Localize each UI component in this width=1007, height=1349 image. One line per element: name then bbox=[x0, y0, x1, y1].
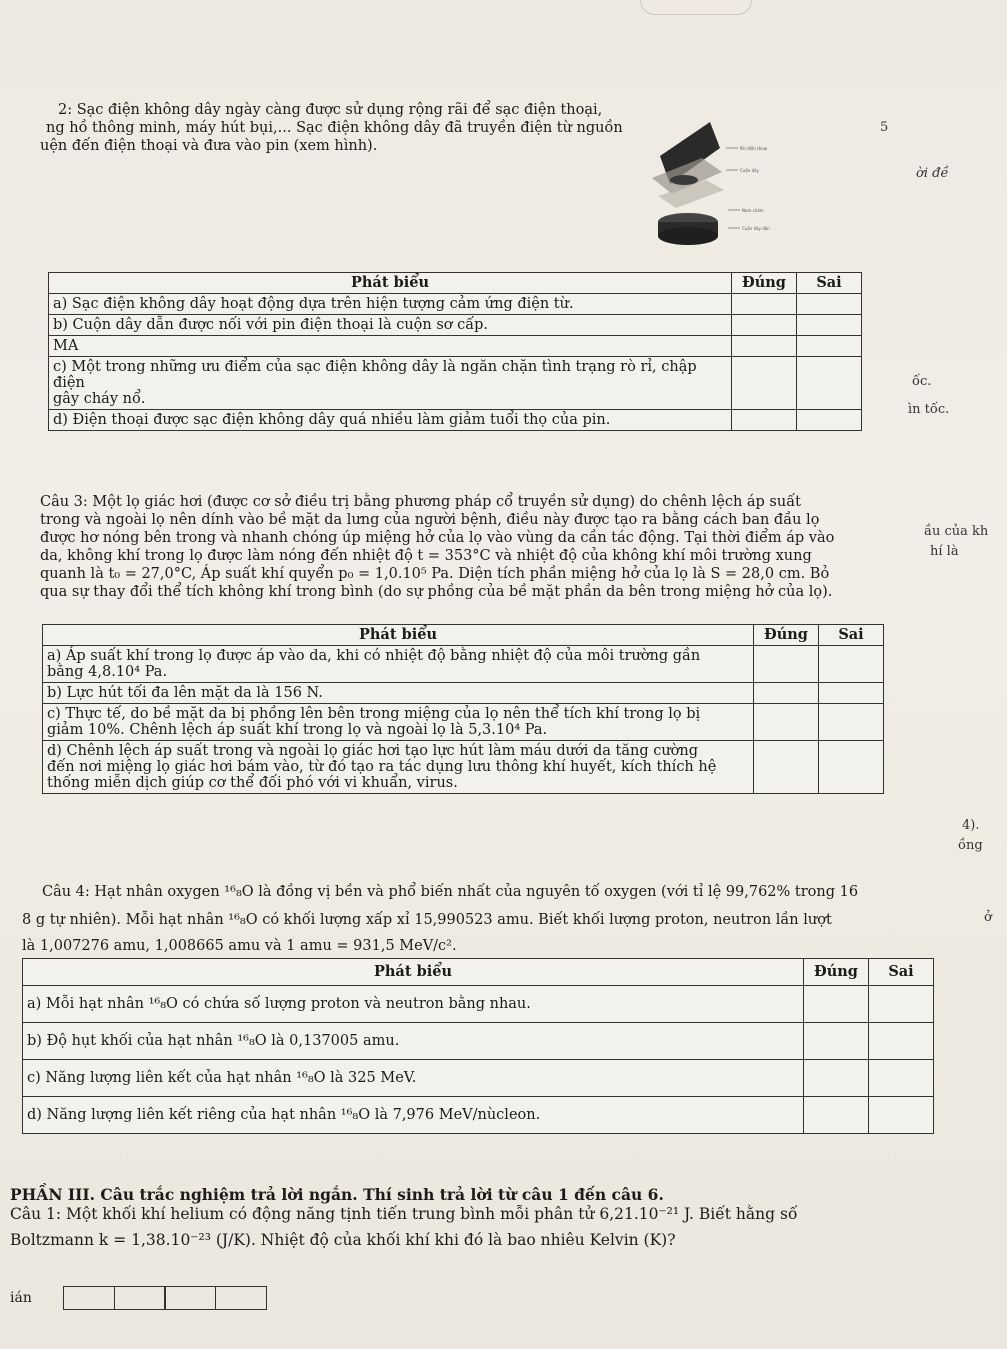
answer-true-cell[interactable] bbox=[754, 646, 819, 683]
q3-intro-line-4: da, không khí trong lọ được làm nóng đến nhiệt độ t = 353°C và nhiệt độ của không khí môi trường xung bbox=[40, 548, 812, 564]
answer-false-cell[interactable] bbox=[869, 1023, 934, 1060]
answer-false-cell[interactable] bbox=[869, 1060, 934, 1097]
q3-table bbox=[42, 624, 884, 794]
margin-fragment: 4). bbox=[962, 818, 980, 833]
q3-statement-c: c) Thực tế, do bề mặt da bị phồng lên bên trong miệng của lọ nên thể tích khí trong lọ bị giảm 10%. Chênh lệch áp suất khí trong lọ và ngoài lọ là 5,3.10⁴ Pa. bbox=[43, 704, 754, 741]
answer-false-cell[interactable] bbox=[819, 741, 884, 794]
q4-statement-d: d) Năng lượng liên kết riêng của hạt nhân ¹⁶₈O là 7,976 MeV/nùcleon. bbox=[23, 1097, 804, 1134]
q4-intro-line-1: Câu 4: Hạt nhân oxygen ¹⁶₈O là đồng vị bền và phổ biến nhất của nguyên tố oxygen (với tỉ lệ 99,762% trong 16 bbox=[42, 884, 859, 900]
answer-false-cell[interactable] bbox=[797, 294, 862, 315]
q2-header-true: Đúng bbox=[732, 273, 797, 294]
answer-box[interactable] bbox=[114, 1286, 166, 1310]
answer-false-cell[interactable] bbox=[797, 410, 862, 431]
q2-statement-a: a) Sạc điện không dây hoạt động dựa trên hiện tượng cảm ứng điện từ. bbox=[49, 294, 732, 315]
table-row bbox=[43, 704, 884, 741]
margin-fragment: ở bbox=[984, 910, 992, 925]
answer-box[interactable] bbox=[164, 1286, 216, 1310]
part3-q1-line-1: Câu 1: Một khối khí helium có động năng tịnh tiến trung bình mỗi phân tử 6,21.10⁻²¹ J. Biết hằng số bbox=[10, 1205, 798, 1223]
table-row bbox=[23, 1097, 934, 1134]
q4-header-true: Đúng bbox=[804, 959, 869, 986]
answer-false-cell[interactable] bbox=[797, 336, 862, 357]
table-row bbox=[49, 315, 862, 336]
table-row bbox=[23, 1060, 934, 1097]
margin-fragment: hí là bbox=[930, 544, 959, 559]
table-row bbox=[43, 741, 884, 794]
answer-false-cell[interactable] bbox=[819, 683, 884, 704]
margin-fragment: ồng bbox=[958, 838, 983, 853]
answer-false-cell[interactable] bbox=[819, 704, 884, 741]
answer-true-cell[interactable] bbox=[732, 315, 797, 336]
figure-label-3: Nam châm bbox=[742, 208, 764, 213]
answer-true-cell[interactable] bbox=[754, 683, 819, 704]
receiver-coil bbox=[670, 175, 698, 185]
q2-intro-line-3: uện đến điện thoại và đưa vào pin (xem hình). bbox=[40, 138, 378, 154]
answer-true-cell[interactable] bbox=[754, 704, 819, 741]
q2-statement-extra: MA bbox=[49, 336, 732, 357]
answer-false-cell[interactable] bbox=[819, 646, 884, 683]
figure-label-1: Pin điện thoại bbox=[740, 146, 768, 151]
q3-intro-line-3: được hơ nóng bên trong và nhanh chóng úp miệng hở của lọ vào vùng da cần tác động. Tại thời điểm áp vào bbox=[40, 530, 835, 546]
answer-true-cell[interactable] bbox=[804, 1060, 869, 1097]
q4-header-statement: Phát biểu bbox=[23, 959, 804, 986]
margin-fragment: ầu của kh bbox=[924, 524, 989, 539]
q4-statement-a: a) Mỗi hạt nhân ¹⁶₈O có chứa số lượng proton và neutron bằng nhau. bbox=[23, 986, 804, 1023]
figure-label-4: Cuộn dây dẫn bbox=[742, 226, 770, 231]
table-row bbox=[49, 294, 862, 315]
answer-false-cell[interactable] bbox=[869, 1097, 934, 1134]
q3-header-true: Đúng bbox=[754, 625, 819, 646]
q4-intro-line-2: 8 g tự nhiên). Mỗi hạt nhân ¹⁶₈O có khối lượng xấp xỉ 15,990523 amu. Biết khối lượng proton, neutron lần lượt bbox=[22, 912, 832, 928]
answer-false-cell[interactable] bbox=[797, 315, 862, 336]
answer-label: ián bbox=[10, 1289, 32, 1306]
smudge-mark bbox=[640, 0, 752, 15]
margin-fragment: 5 bbox=[880, 120, 889, 135]
margin-fragment: ìn tốc. bbox=[908, 402, 950, 417]
q4-intro-line-3: là 1,007276 amu, 1,008665 amu và 1 amu = 931,5 MeV/c². bbox=[22, 938, 457, 954]
q3-intro-line-1: Câu 3: Một lọ giác hơi (được cơ sở điều trị bằng phương pháp cổ truyền sử dụng) do chênh lệch áp suất bbox=[40, 494, 801, 510]
q4-statement-b: b) Độ hụt khối của hạt nhân ¹⁶₈O là 0,137005 amu. bbox=[23, 1023, 804, 1060]
table-row bbox=[49, 410, 862, 431]
q2-statement-b: b) Cuộn dây dẫn được nối với pin điện thoại là cuộn sơ cấp. bbox=[49, 315, 732, 336]
table-row bbox=[23, 986, 934, 1023]
answer-true-cell[interactable] bbox=[754, 741, 819, 794]
answer-false-cell[interactable] bbox=[869, 986, 934, 1023]
q3-header-statement: Phát biểu bbox=[43, 625, 754, 646]
q4-statement-c: c) Năng lượng liên kết của hạt nhân ¹⁶₈O là 325 MeV. bbox=[23, 1060, 804, 1097]
base-bottom bbox=[658, 227, 718, 245]
table-row bbox=[43, 646, 884, 683]
answer-true-cell[interactable] bbox=[732, 294, 797, 315]
table-row bbox=[49, 357, 862, 410]
q3-intro-line-5: quanh là t₀ = 27,0°C, Áp suất khí quyển p₀ = 1,0.10⁵ Pa. Diện tích phần miệng hở của lọ là S = 28,0 cm. Bỏ bbox=[40, 566, 830, 582]
answer-true-cell[interactable] bbox=[804, 986, 869, 1023]
margin-fragment: ời đề bbox=[916, 166, 949, 181]
q2-intro-line-2: ng hồ thông minh, máy hút bụi,... Sạc điện không dây đã truyền điện từ nguồn bbox=[46, 120, 623, 136]
q3-statement-d: d) Chênh lệch áp suất trong và ngoài lọ giác hơi tạo lực hút làm máu dưới da tăng cường đến nơi miệng lọ giác hơi bám vào, từ đó tạo ra tác dụng lưu thông khí huyết, kích thích hệ thống miễn dịch giúp cơ thể đối phó với vi khuẩn, virus. bbox=[43, 741, 754, 794]
answer-row bbox=[10, 1286, 267, 1310]
margin-fragment: ốc. bbox=[912, 374, 932, 389]
q2-header-statement: Phát biểu bbox=[49, 273, 732, 294]
q3-intro-line-6: qua sự thay đổi thể tích không khí trong bình (do sự phồng của bề mặt phần da bên trong miệng hở của lọ). bbox=[40, 584, 833, 600]
part3-heading: PHẦN III. Câu trắc nghiệm trả lời ngắn. Thí sinh trả lời từ câu 1 đến câu 6. bbox=[10, 1185, 664, 1204]
q3-statement-a: a) Áp suất khí trong lọ được áp vào da, khi có nhiệt độ bằng nhiệt độ của môi trường gần bằng 4,8.10⁴ Pa. bbox=[43, 646, 754, 683]
answer-true-cell[interactable] bbox=[732, 410, 797, 431]
answer-true-cell[interactable] bbox=[732, 357, 797, 410]
answer-box[interactable] bbox=[215, 1286, 267, 1310]
q2-statement-c: c) Một trong những ưu điểm của sạc điện không dây là ngăn chặn tình trạng rò rỉ, chập điện gây cháy nổ. bbox=[49, 357, 732, 410]
q2-statement-d: d) Điện thoại được sạc điện không dây quá nhiều làm giảm tuổi thọ của pin. bbox=[49, 410, 732, 431]
answer-true-cell[interactable] bbox=[804, 1097, 869, 1134]
q4-table bbox=[22, 958, 934, 1134]
figure-label-2: Cuộn dây bbox=[740, 168, 759, 173]
answer-true-cell[interactable] bbox=[804, 1023, 869, 1060]
answer-true-cell[interactable] bbox=[732, 336, 797, 357]
wireless-charger-figure bbox=[640, 118, 840, 268]
part3-q1-line-2: Boltzmann k = 1,38.10⁻²³ (J/K). Nhiệt độ của khối khí khi đó là bao nhiêu Kelvin (K)? bbox=[10, 1231, 676, 1249]
q2-header-false: Sai bbox=[797, 273, 862, 294]
table-row bbox=[49, 336, 862, 357]
q4-header-false: Sai bbox=[869, 959, 934, 986]
answer-false-cell[interactable] bbox=[797, 357, 862, 410]
q2-table bbox=[48, 272, 862, 431]
q3-intro-line-2: trong và ngoài lọ nên dính vào bề mặt da lưng của người bệnh, điều này được tạo ra bằng cách ban đầu lọ bbox=[40, 512, 820, 528]
q2-intro-line-1: 2: Sạc điện không dây ngày càng được sử dụng rộng rãi để sạc điện thoại, bbox=[58, 102, 603, 118]
q3-statement-b: b) Lực hút tối đa lên mặt da là 156 N. bbox=[43, 683, 754, 704]
q3-header-false: Sai bbox=[819, 625, 884, 646]
table-row bbox=[23, 1023, 934, 1060]
answer-box[interactable] bbox=[63, 1286, 115, 1310]
table-row bbox=[43, 683, 884, 704]
